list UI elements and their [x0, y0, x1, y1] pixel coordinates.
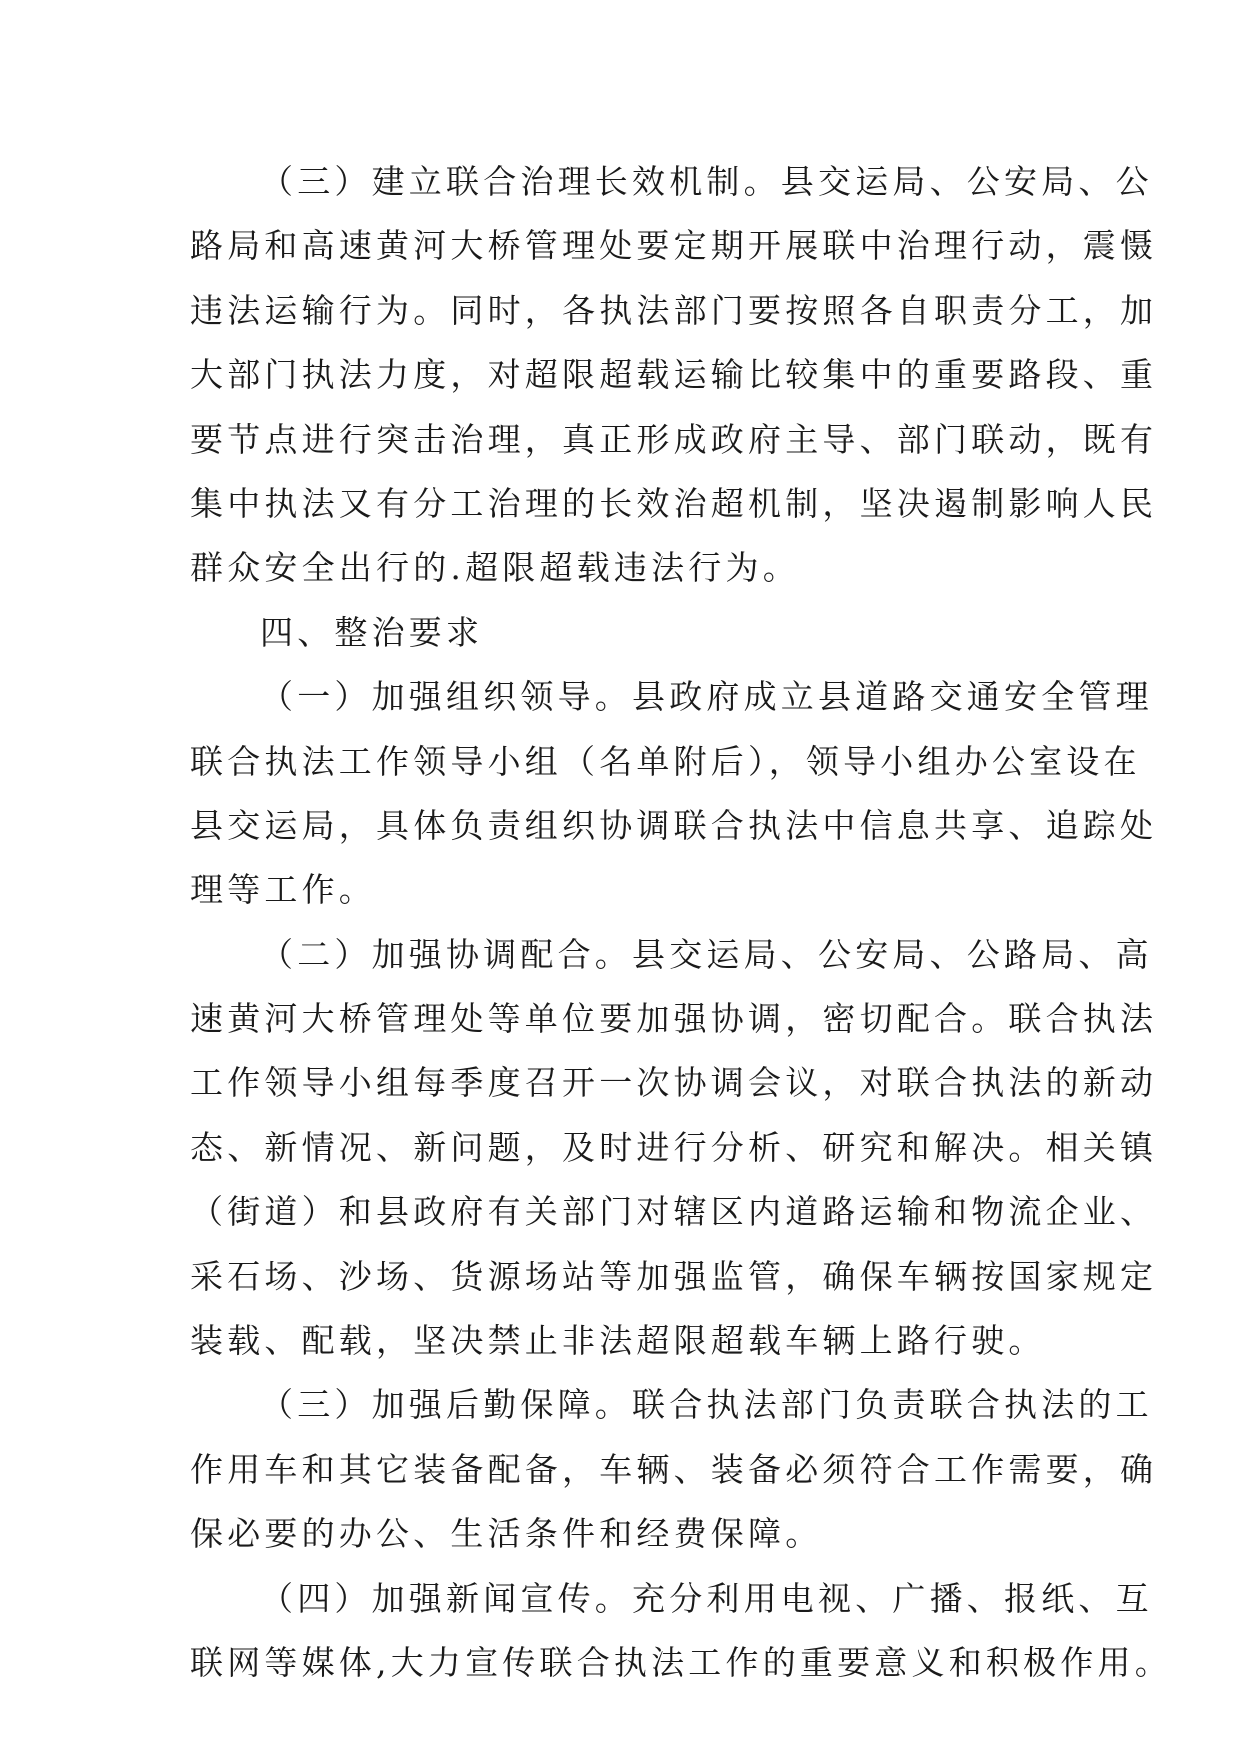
paragraph-line: 联合执法工作领导小组（名单附后），领导小组办公室设在 [190, 741, 1141, 781]
paragraph-line: （四）加强新闻宣传。充分利用电视、广播、报纸、互 [260, 1578, 1153, 1618]
section-heading: 四、整治要求 [260, 612, 484, 652]
paragraph-line: 装载、配载，坚决禁止非法超限超载车辆上路行驶。 [190, 1321, 1046, 1361]
paragraph-line: 大部门执法力度，对超限超载运输比较集中的重要路段、重 [190, 355, 1158, 395]
paragraph-line: （街道）和县政府有关部门对辖区内道路运输和物流企业、 [190, 1192, 1158, 1232]
paragraph-line: 要节点进行突击治理，真正形成政府主导、部门联动，既有 [190, 419, 1158, 459]
paragraph-line: 保必要的办公、生活条件和经费保障。 [190, 1514, 823, 1554]
paragraph-line: 理等工作。 [190, 870, 376, 910]
paragraph-line: 速黄河大桥管理处等单位要加强协调，密切配合。联合执法 [190, 999, 1158, 1039]
paragraph-line: 县交运局，具体负责组织协调联合执法中信息共享、追踪处 [190, 805, 1158, 845]
paragraph-line: 联网等媒体,大力宣传联合执法工作的重要意义和积极作用。 [190, 1642, 1172, 1682]
paragraph-line: 违法运输行为。同时，各执法部门要按照各自职责分工，加 [190, 290, 1158, 330]
paragraph-line: （二）加强协调配合。县交运局、公安局、公路局、高 [260, 934, 1153, 974]
paragraph-line: （三）建立联合治理长效机制。县交运局、公安局、公 [260, 162, 1153, 201]
paragraph-line: 采石场、沙场、货源场站等加强监管，确保车辆按国家规定 [190, 1256, 1158, 1296]
paragraph-line: 作用车和其它装备配备，车辆、装备必须符合工作需要，确 [190, 1449, 1158, 1489]
paragraph-line: （一）加强组织领导。县政府成立县道路交通安全管理 [260, 677, 1153, 717]
paragraph-line: 群众安全出行的.超限超载违法行为。 [190, 548, 800, 588]
paragraph-line: 集中执法又有分工治理的长效治超机制，坚决遏制影响人民 [190, 483, 1158, 523]
paragraph-line: 路局和高速黄河大桥管理处要定期开展联中治理行动，震慑 [190, 226, 1158, 266]
document-body [190, 150, 1172, 1695]
paragraph-line: 态、新情况、新问题，及时进行分析、研究和解决。相关镇 [190, 1127, 1158, 1167]
paragraph-line: 工作领导小组每季度召开一次协调会议，对联合执法的新动 [190, 1063, 1158, 1103]
paragraph-line: （三）加强后勤保障。联合执法部门负责联合执法的工 [260, 1385, 1153, 1425]
